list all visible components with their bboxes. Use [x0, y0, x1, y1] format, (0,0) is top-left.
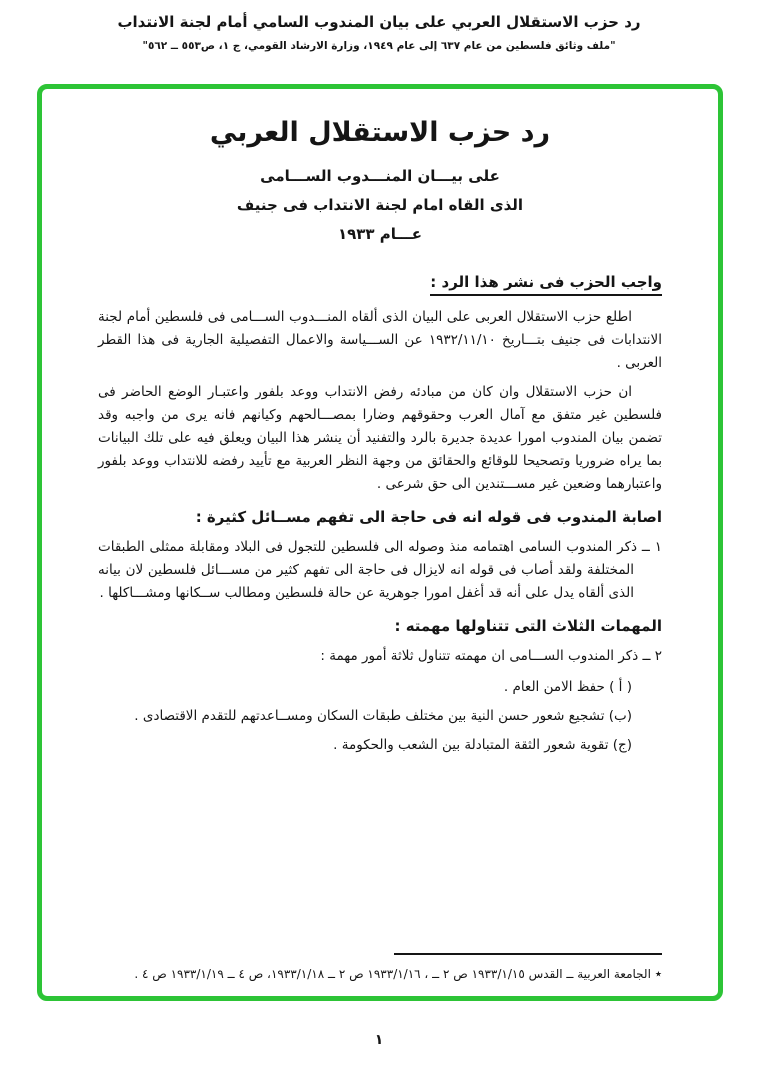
document-subtitle-year: عـــام ١٩٣٣: [337, 225, 423, 243]
paragraph-party-position: ان حزب الاستقلال وان كان من مبادئه رفض الانتداب ووعد بلفور واعتبـار الوضع الحاضر فى فلسطين غير متفق مع آمال العرب وحقوقهم وضارا بمصـــالحهم وكيانهم فانه يرى من واجبه وقد تضمن بيان المندوب امورا عديدة جديرة بالرد والتفنيد أن ينشر هذا البيان ويعلق فيه على تلك البيانات بما يراه ضروريا وتصحيحا للوقائع والحقائق من وجهة النظر العربية مع تأييد رفضه للانتداب ووعد بلفور واعتبارهما وضعين غير مســـتندين الى حق شرعى .: [98, 384, 662, 492]
document-subtitle-line-2: الذى القاه امام لجنة الانتداب فى جنيف: [236, 196, 524, 214]
section-heading-duty: [98, 273, 662, 296]
footnote-area: [98, 953, 662, 986]
page-header: [0, 0, 758, 52]
sub-item-c: (ج) تقوية شعور الثقة المتبادلة بين الشعب والحكومة .: [333, 737, 632, 753]
document-title: رد حزب الاستقلال العربي: [209, 117, 551, 148]
footnote-citation: الجامعة العربية ــ القدس ١٩٣٣/١/١٥ ص ٢ ــ ، ١٩٣٣/١/١٦ ص ٢ ــ ١٩٣٣/١/١٨، ص ٤ ــ ١٩٣٣/١/١٩ ص ٤ .: [134, 967, 651, 981]
document-subtitle-line-1: على بيـــان المنـــدوب الســـامى: [260, 167, 500, 185]
header-source-citation: "ملف وثائق فلسطين من عام ٦٣٧ إلى عام ١٩٤٩، وزارة الارشاد القومي، ج ١، ص٥٥٣ ــ ٥٦٢": [142, 40, 616, 52]
sub-item-b: (ب) تشجيع شعور حسن النية بين مختلف طبقات السكان ومســاعدتهم للتقدم الاقتصادى .: [134, 708, 632, 724]
header-title: رد حزب الاستقلال العربي على بيان المندوب السامي أمام لجنة الانتداب: [117, 13, 641, 31]
numbered-item-1: ١ ــ ذكر المندوب السامى اهتمامه منذ وصوله الى فلسطين للتجول فى البلاد ومقابلة ممثلى الطبقات المختلفة ولقد أصاب فى قوله انه لايزال فى حاجة الى تفهم كثير من مســـائل فلسطين لان بيانه الذى ألقاه يدل على أنه قد أغفل امورا جوهرية عن حالة فلسطين ومطالب ســكانها ومشـــاكلها .: [98, 539, 662, 601]
numbered-item-2: ٢ ــ ذكر المندوب الســـامى ان مهمته تتناول ثلاثة أمور مهمة :: [320, 648, 662, 664]
footnote-text: [98, 963, 662, 986]
sub-item-a: ( أ ) حفظ الامن العام .: [503, 679, 632, 695]
footnote-asterisk-icon: ٭: [654, 967, 662, 982]
page-number: ١: [374, 1032, 384, 1048]
section-heading-three-tasks: المهمات الثلاث التى تتناولها مهمته :: [394, 617, 662, 635]
section-heading-duty-text: واجب الحزب فى نشر هذا الرد :: [430, 273, 662, 296]
green-border-frame: [37, 84, 723, 1001]
section-heading-need-to-understand: اصابة المندوب فى قوله انه فى حاجة الى تفهم مســائل كثيرة :: [195, 508, 662, 526]
paragraph-statement-review: اطلع حزب الاستقلال العربى على البيان الذى ألقاه المنـــدوب الســـامى فى فلسطين أمام لجنة الانتدابات فى جنيف بتـــاريخ ١٩٣٢/١١/١٠ عن الســـياسة والاعمال التفصيلية الجارية فى هذا القطر العربى .: [98, 309, 662, 371]
footnote-divider: [394, 953, 662, 955]
